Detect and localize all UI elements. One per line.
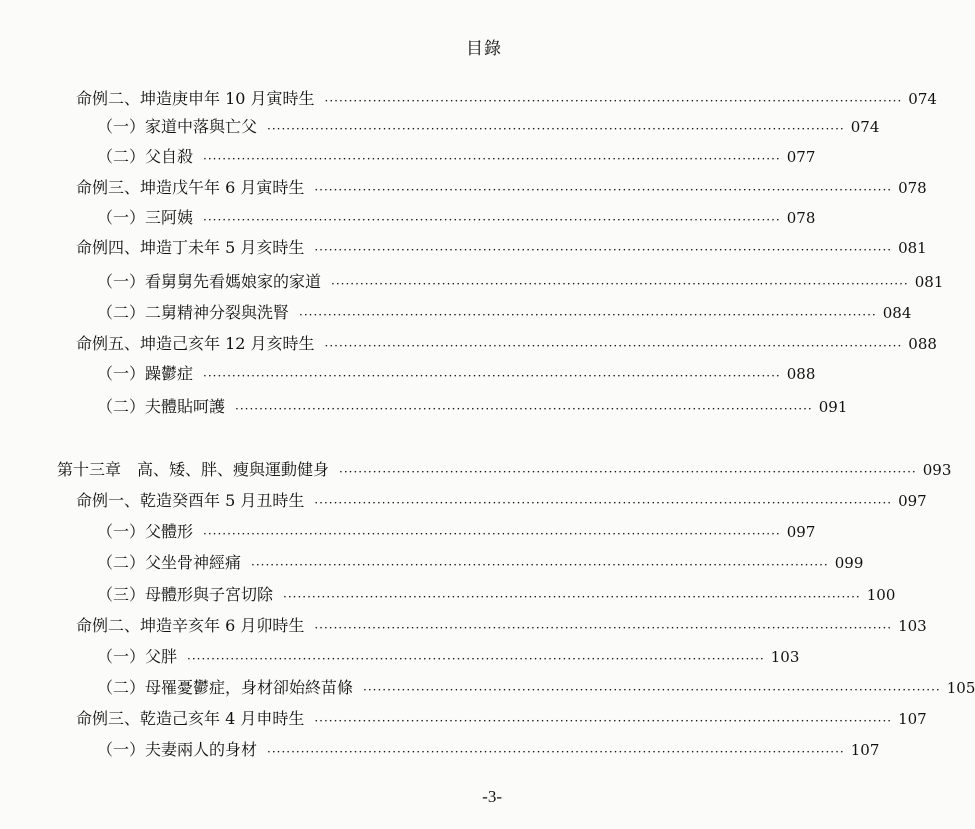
toc-entry bbox=[97, 583, 896, 607]
dot-leader: ························································································································ bbox=[363, 683, 941, 697]
toc-entry bbox=[97, 206, 816, 230]
toc-entry bbox=[76, 87, 937, 111]
dot-leader: ························································································································ bbox=[203, 369, 781, 383]
toc-entry-page: 107 bbox=[850, 741, 880, 759]
toc-entry-label: 命例三、坤造戊午年 6 月寅時生 bbox=[76, 178, 305, 197]
toc-entry-label: 命例三、乾造己亥年 4 月申時生 bbox=[76, 709, 305, 728]
dot-leader: ························································································································ bbox=[314, 496, 893, 510]
toc-entry-page: 103 bbox=[770, 648, 800, 666]
dot-leader: ························································································································ bbox=[314, 714, 893, 728]
dot-leader: ························································································································ bbox=[339, 465, 917, 479]
dot-leader: ························································································································ bbox=[187, 652, 765, 666]
toc-entry-page: 097 bbox=[786, 523, 816, 541]
toc-entry-page: 097 bbox=[898, 492, 927, 510]
toc-entry-label: （一）父體形 bbox=[97, 522, 194, 541]
page-header-title: 目錄 bbox=[466, 39, 502, 59]
dot-leader: ························································································································ bbox=[203, 527, 781, 541]
toc-entry-page: 078 bbox=[898, 179, 927, 197]
dot-leader: ························································································································ bbox=[283, 590, 861, 604]
dot-leader: ························································································································ bbox=[299, 308, 877, 322]
dot-leader: ························································································································ bbox=[314, 183, 893, 197]
toc-entry-label: （二）父坐骨神經痛 bbox=[97, 553, 242, 572]
dot-leader: ························································································································ bbox=[203, 152, 781, 166]
toc-entry-label: 命例二、坤造辛亥年 6 月卯時生 bbox=[76, 616, 305, 635]
toc-entry-page: 078 bbox=[786, 209, 816, 227]
toc-entry-page: 107 bbox=[898, 710, 927, 728]
toc-entry-label: （一）夫妻兩人的身材 bbox=[97, 740, 258, 759]
toc-entry bbox=[97, 395, 848, 419]
toc-entry bbox=[76, 707, 927, 731]
toc-entry-label: 命例五、坤造己亥年 12 月亥時生 bbox=[76, 334, 315, 353]
toc-entry bbox=[97, 145, 816, 169]
dot-leader: ························································································································ bbox=[324, 94, 903, 108]
toc-entry-page: 074 bbox=[908, 90, 937, 108]
toc-entry-page: 103 bbox=[898, 617, 927, 635]
toc-entry-page: 100 bbox=[866, 586, 896, 604]
toc-entry-page: 081 bbox=[914, 273, 944, 291]
toc-entry-page: 105 bbox=[946, 679, 975, 697]
toc-entry-page: 077 bbox=[786, 148, 816, 166]
toc-entry-label: （三）母體形與子宮切除 bbox=[97, 585, 274, 604]
toc-entry-label: 第十三章 高、矮、胖、瘦與運動健身 bbox=[57, 460, 330, 479]
toc-entry-page: 081 bbox=[898, 239, 927, 257]
toc-entry-page: 091 bbox=[818, 398, 848, 416]
toc-entry-label: 命例二、坤造庚申年 10 月寅時生 bbox=[76, 89, 315, 108]
toc-entry-label: （一）父胖 bbox=[97, 647, 178, 666]
toc-entry bbox=[76, 614, 927, 638]
dot-leader: ························································································································ bbox=[251, 558, 829, 572]
toc-entry-label: （二）二舅精神分裂與洗腎 bbox=[97, 303, 290, 322]
toc-entry-label: （一）看舅舅先看媽娘家的家道 bbox=[97, 272, 322, 291]
toc-entry bbox=[57, 458, 952, 482]
toc-entry-label: （二）父自殺 bbox=[97, 147, 194, 166]
toc-entry-label: （二）夫體貼呵護 bbox=[97, 397, 226, 416]
toc-entry-label: （二）母罹憂鬱症，身材卻始終苗條 bbox=[97, 678, 354, 697]
dot-leader: ························································································································ bbox=[314, 621, 893, 635]
dot-leader: ························································································································ bbox=[267, 745, 845, 759]
toc-entry bbox=[97, 645, 800, 669]
toc-entry-page: 074 bbox=[850, 118, 880, 136]
toc-entry bbox=[97, 115, 880, 139]
page-number: -3- bbox=[482, 787, 502, 806]
toc-entry bbox=[76, 489, 927, 513]
toc-entry bbox=[97, 301, 912, 325]
dot-leader: ························································································································ bbox=[235, 402, 813, 416]
toc-entry-label: （一）家道中落與亡父 bbox=[97, 117, 258, 136]
dot-leader: ························································································································ bbox=[331, 277, 909, 291]
toc-entry bbox=[97, 362, 816, 386]
toc-entry bbox=[76, 332, 937, 356]
dot-leader: ························································································································ bbox=[314, 243, 893, 257]
toc-entry-page: 088 bbox=[908, 335, 937, 353]
toc-entry-page: 099 bbox=[834, 554, 864, 572]
toc-entry-label: 命例四、坤造丁未年 5 月亥時生 bbox=[76, 238, 305, 257]
toc-entry bbox=[97, 676, 975, 700]
toc-entry bbox=[97, 551, 864, 575]
dot-leader: ························································································································ bbox=[267, 122, 845, 136]
toc-entry-page: 093 bbox=[922, 461, 952, 479]
toc-entry-label: （一）三阿姨 bbox=[97, 208, 194, 227]
toc-entry-label: 命例一、乾造癸酉年 5 月丑時生 bbox=[76, 491, 305, 510]
toc-entry-page: 088 bbox=[786, 365, 816, 383]
dot-leader: ························································································································ bbox=[203, 213, 781, 227]
dot-leader: ························································································································ bbox=[324, 339, 903, 353]
toc-entry bbox=[76, 236, 927, 260]
toc-entry bbox=[97, 270, 944, 294]
toc-entry-page: 084 bbox=[882, 304, 912, 322]
toc-entry bbox=[76, 176, 927, 200]
toc-entry bbox=[97, 520, 816, 544]
toc-entry-label: （一）躁鬱症 bbox=[97, 364, 194, 383]
toc-entry bbox=[97, 738, 880, 762]
